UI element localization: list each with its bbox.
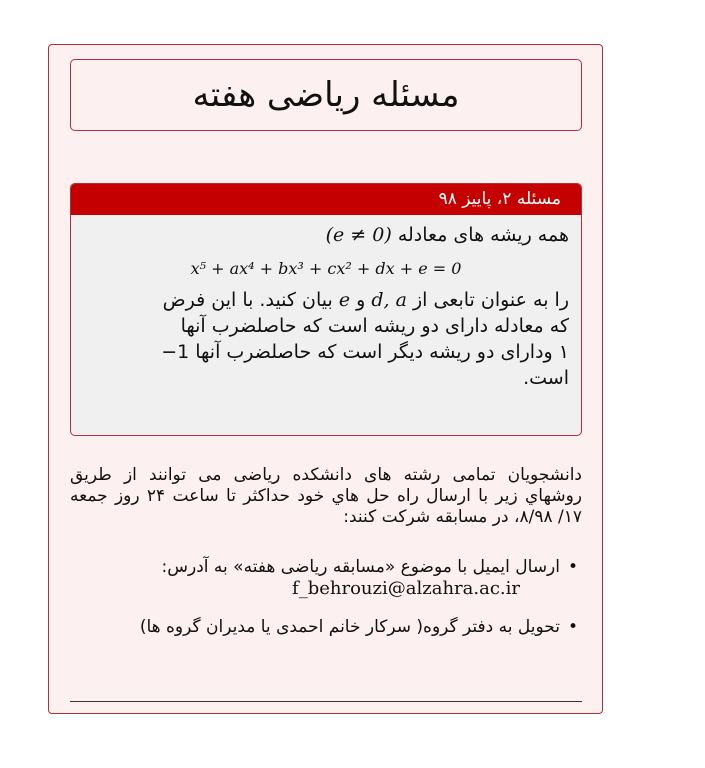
- problem-vars-da: d, a: [371, 289, 407, 311]
- submission-methods-list: [70, 557, 582, 656]
- list-item-delivery: [70, 617, 560, 638]
- title-box: [70, 59, 582, 131]
- email-address[interactable]: f_behrouzi@alzahra.ac.ir: [292, 578, 520, 599]
- page-title: مسئله ریاضی هفته: [192, 75, 460, 115]
- problem-line-3: که معادله دارای دو ریشه است که حاصلضرب آنها: [180, 315, 569, 337]
- problem-body: [71, 215, 581, 390]
- problem-line-2: [83, 288, 569, 312]
- problem-line-2-b: و: [356, 289, 366, 311]
- bottom-divider: [70, 701, 582, 702]
- list-item-email: [70, 557, 560, 599]
- instructions-paragraph: [70, 465, 582, 528]
- problem-line-2-c: بیان کنید. با این فرض: [162, 289, 333, 311]
- problem-header: مسئله ۲، پاییز ۹۸: [71, 184, 581, 215]
- email-item-text: ارسال ایمیل با موضوع «مسابقه ریاضی هفته» به آدرس:: [161, 557, 560, 577]
- equation: x⁵ + ax⁴ + bx³ + cx² + dx + e = 0: [190, 259, 462, 278]
- problem-line-1-text: همه ریشه های معادله: [397, 224, 569, 246]
- poster-frame: [48, 44, 603, 714]
- problem-var-e: e: [338, 289, 351, 311]
- problem-line-1: [83, 223, 569, 247]
- problem-line-5: است.: [523, 367, 569, 389]
- problem-line-2-a: را به عنوان تابعی از: [412, 289, 569, 311]
- problem-box: [70, 183, 582, 436]
- problem-line-4: ۱ ودارای دو ریشه دیگر است که حاصلضرب آنها 1−: [161, 341, 569, 363]
- instructions-text: دانشجویان تمامی رشته های دانشکده ریاضی می توانند از طریق روشهاي زیر با ارسال راه حل هاي خود حداكثر تا ساعت ۲۴ روز جمعه ۱۷/ ۸/۹۸، در مسابقه شرکت کنند:: [70, 465, 582, 527]
- delivery-item-text: تحویل به دفتر گروه( سرکار خانم احمدی یا مدیران گروه ها): [139, 617, 560, 637]
- problem-condition: (e ≠ 0): [325, 224, 392, 246]
